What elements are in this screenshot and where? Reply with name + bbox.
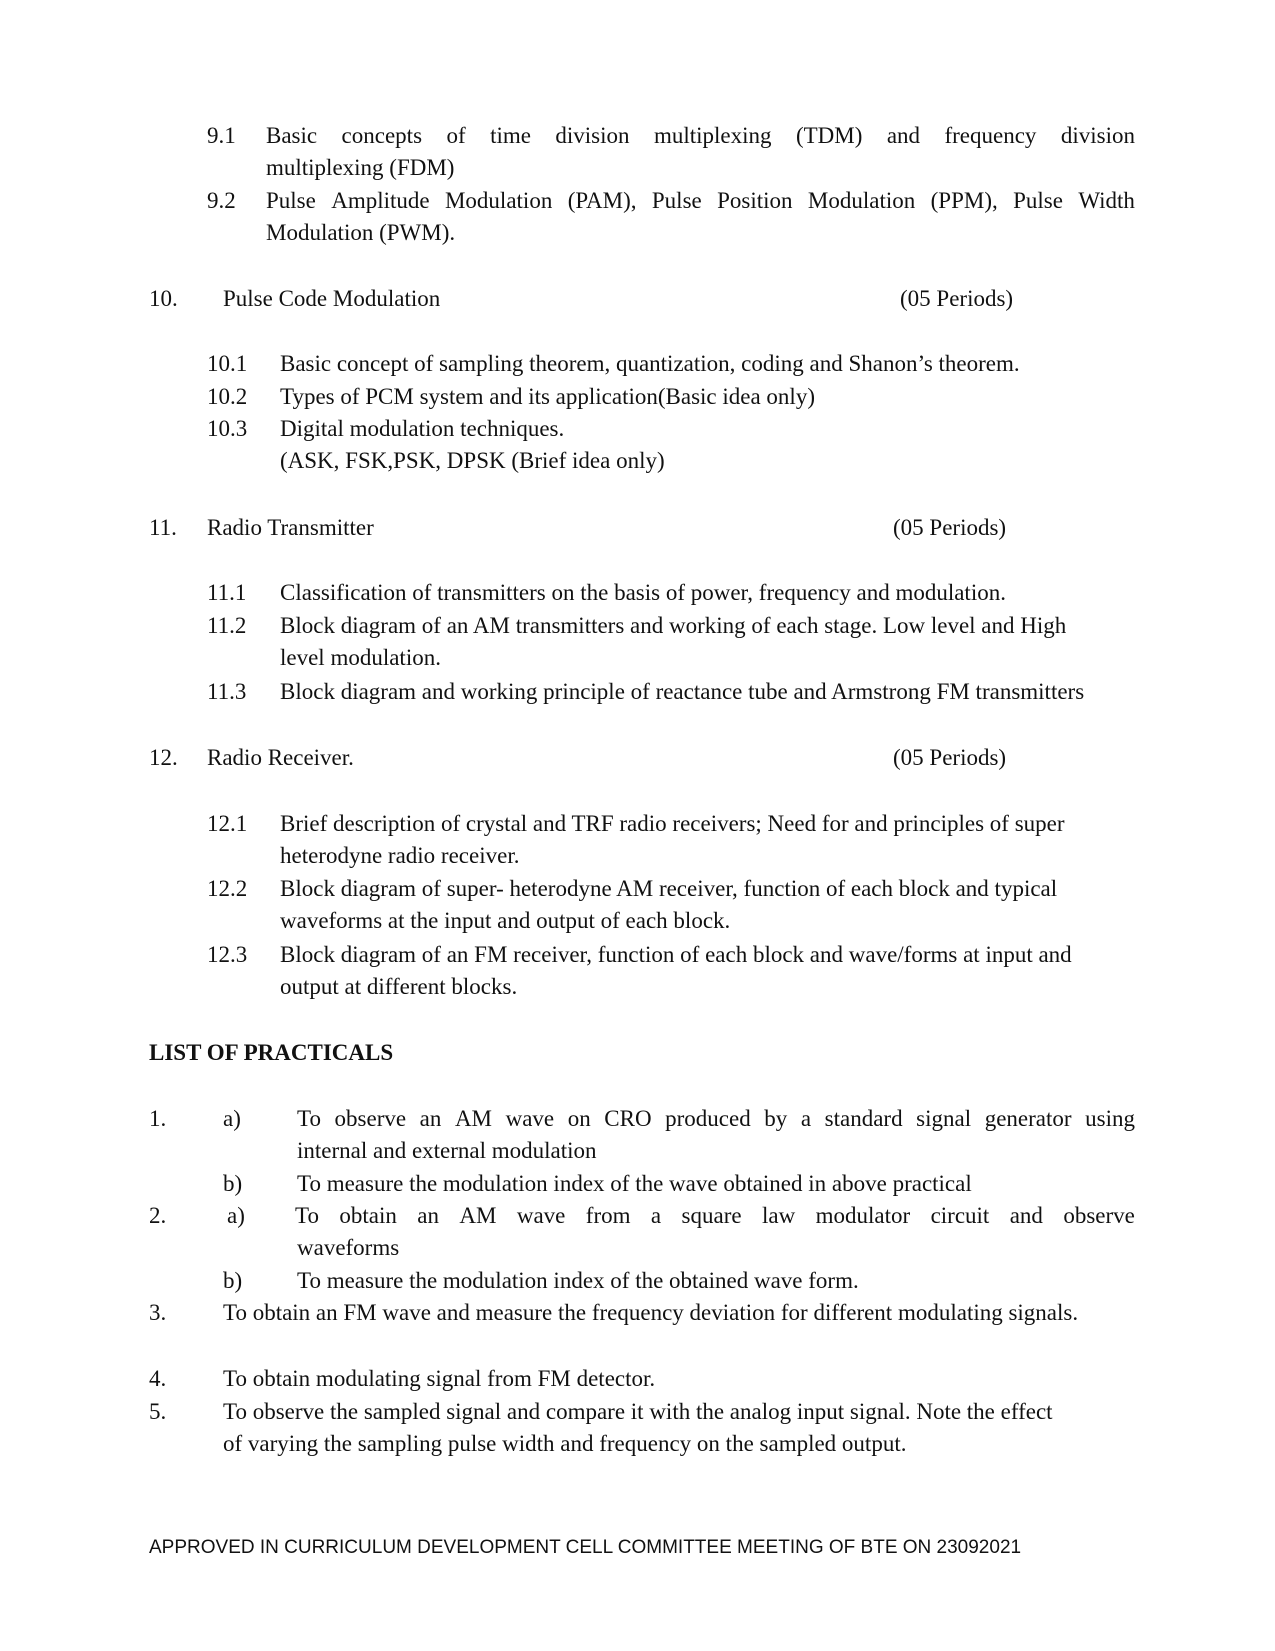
- word: wave: [505, 1106, 555, 1131]
- word: multiplexing: [653, 123, 772, 148]
- word: To: [295, 1203, 319, 1228]
- item-num: 12.1: [207, 811, 248, 836]
- item-text: (ASK, FSK,PSK, DPSK (Brief idea only): [280, 448, 665, 473]
- word: produced: [665, 1106, 751, 1131]
- item-text: level modulation.: [280, 645, 441, 670]
- word: on: [567, 1106, 591, 1131]
- word: by: [764, 1106, 788, 1131]
- practical-number: 5.: [149, 1399, 167, 1424]
- word: To: [297, 1106, 321, 1131]
- word: Pulse: [266, 188, 316, 213]
- item-text: multiplexing (FDM): [266, 155, 455, 180]
- word: Basic: [266, 123, 318, 148]
- section-title: Pulse Code Modulation: [223, 286, 441, 311]
- item-num: 12.2: [207, 876, 248, 901]
- word: AM: [459, 1203, 497, 1228]
- word: frequency: [944, 123, 1037, 148]
- item-text: Block diagram and working principle of reactance tube and Armstrong FM transmitters: [280, 679, 1085, 704]
- word: observe: [1063, 1203, 1135, 1228]
- word: observe: [334, 1106, 407, 1131]
- word: Width: [1078, 188, 1135, 213]
- word: obtain: [339, 1203, 397, 1228]
- word: concepts: [341, 123, 423, 148]
- item-text: Block diagram of super- heterodyne AM receiver, function of each block and typical: [280, 876, 1058, 901]
- word: Modulation: [807, 188, 916, 213]
- practical-sub-label: a): [223, 1106, 241, 1131]
- word: modulator: [815, 1203, 911, 1228]
- practical-text: To observe the sampled signal and compare it with the analog input signal. Note the effect: [223, 1399, 1053, 1424]
- word: (PAM),: [567, 188, 637, 213]
- word: and: [1009, 1203, 1043, 1228]
- practical-text: To measure the modulation index of the wave obtained in above practical: [297, 1171, 972, 1196]
- item-text: Digital modulation techniques.: [280, 416, 565, 441]
- page-footer: APPROVED IN CURRICULUM DEVELOPMENT CELL COMMITTEE MEETING OF BTE ON 23092021: [149, 1537, 1022, 1558]
- item-text: Basic concept of sampling theorem, quantization, coding and Shanon’s theorem.: [280, 351, 1020, 376]
- word: law: [761, 1203, 796, 1228]
- section-title: Radio Receiver.: [207, 745, 354, 770]
- word: generator: [984, 1106, 1072, 1131]
- word: division: [555, 123, 630, 148]
- word: from: [585, 1203, 631, 1228]
- item-text: waveforms at the input and output of each block.: [280, 908, 731, 933]
- item-num: 11.1: [207, 580, 247, 605]
- word: Modulation: [444, 188, 553, 213]
- section-periods: (05 Periods): [893, 745, 1007, 770]
- item-num: 9.2: [207, 188, 236, 213]
- item-num: 11.3: [207, 679, 247, 704]
- word: wave: [516, 1203, 566, 1228]
- practical-number: 3.: [149, 1300, 167, 1325]
- word: time: [490, 123, 531, 148]
- item-text: Block diagram of an FM receiver, function of each block and wave/forms at input and: [280, 942, 1072, 967]
- item-text: Classification of transmitters on the basis of power, frequency and modulation.: [280, 580, 1006, 605]
- word: square: [681, 1203, 742, 1228]
- practical-text-justified: [297, 1104, 1135, 1134]
- item-text-justified: [266, 186, 1135, 216]
- word: Amplitude: [331, 188, 430, 213]
- word: Pulse: [651, 188, 702, 213]
- practical-text: waveforms: [297, 1235, 400, 1260]
- practical-sub-label: b): [223, 1171, 243, 1196]
- item-text: heterodyne radio receiver.: [280, 843, 520, 868]
- word: a: [650, 1203, 662, 1228]
- practical-text: internal and external modulation: [297, 1138, 597, 1163]
- word: CRO: [604, 1106, 652, 1131]
- item-text: output at different blocks.: [280, 974, 518, 999]
- word: (TDM): [795, 123, 863, 148]
- word: using: [1085, 1106, 1135, 1131]
- section-number: 12.: [149, 745, 178, 770]
- item-num: 10.1: [207, 351, 248, 376]
- practical-number: 4.: [149, 1366, 167, 1391]
- practicals-heading: LIST OF PRACTICALS: [149, 1040, 394, 1065]
- word: AM: [454, 1106, 492, 1131]
- item-text: Types of PCM system and its application(Basic idea only): [280, 384, 815, 409]
- word: an: [417, 1203, 439, 1228]
- section-periods: (05 Periods): [900, 286, 1014, 311]
- practical-number: 2.: [149, 1203, 167, 1228]
- practical-sub-label: b): [223, 1268, 243, 1293]
- item-text-justified: [266, 121, 1135, 151]
- section-number: 10.: [149, 286, 178, 311]
- word: division: [1060, 123, 1135, 148]
- practical-text: To obtain an FM wave and measure the frequency deviation for different modulating signals.: [223, 1300, 1079, 1325]
- word: signal: [916, 1106, 972, 1131]
- item-num: 12.3: [207, 942, 248, 967]
- item-num: 11.2: [207, 613, 247, 638]
- practical-text: of varying the sampling pulse width and frequency on the sampled output.: [223, 1431, 907, 1456]
- word: of: [446, 123, 466, 148]
- word: a: [800, 1106, 812, 1131]
- practical-text-justified: [295, 1201, 1135, 1231]
- word: (PPM),: [930, 188, 998, 213]
- item-num: 10.3: [207, 416, 248, 441]
- practical-text: To obtain modulating signal from FM detector.: [223, 1366, 656, 1391]
- word: standard: [824, 1106, 903, 1131]
- section-number: 11.: [149, 515, 177, 540]
- section-title: Radio Transmitter: [207, 515, 374, 540]
- word: an: [419, 1106, 442, 1131]
- item-text: Modulation (PWM).: [266, 220, 456, 245]
- item-text: Brief description of crystal and TRF radio receivers; Need for and principles of super: [280, 811, 1065, 836]
- section-periods: (05 Periods): [893, 515, 1007, 540]
- word: and: [886, 123, 921, 148]
- word: circuit: [930, 1203, 990, 1228]
- practical-sub-label: a): [227, 1203, 245, 1228]
- practical-number: 1.: [149, 1106, 167, 1131]
- item-text: Block diagram of an AM transmitters and working of each stage. Low level and High: [280, 613, 1067, 638]
- word: Position: [717, 188, 793, 213]
- word: Pulse: [1013, 188, 1063, 213]
- item-num: 10.2: [207, 384, 248, 409]
- item-num: 9.1: [207, 123, 236, 148]
- practical-text: To measure the modulation index of the obtained wave form.: [297, 1268, 859, 1293]
